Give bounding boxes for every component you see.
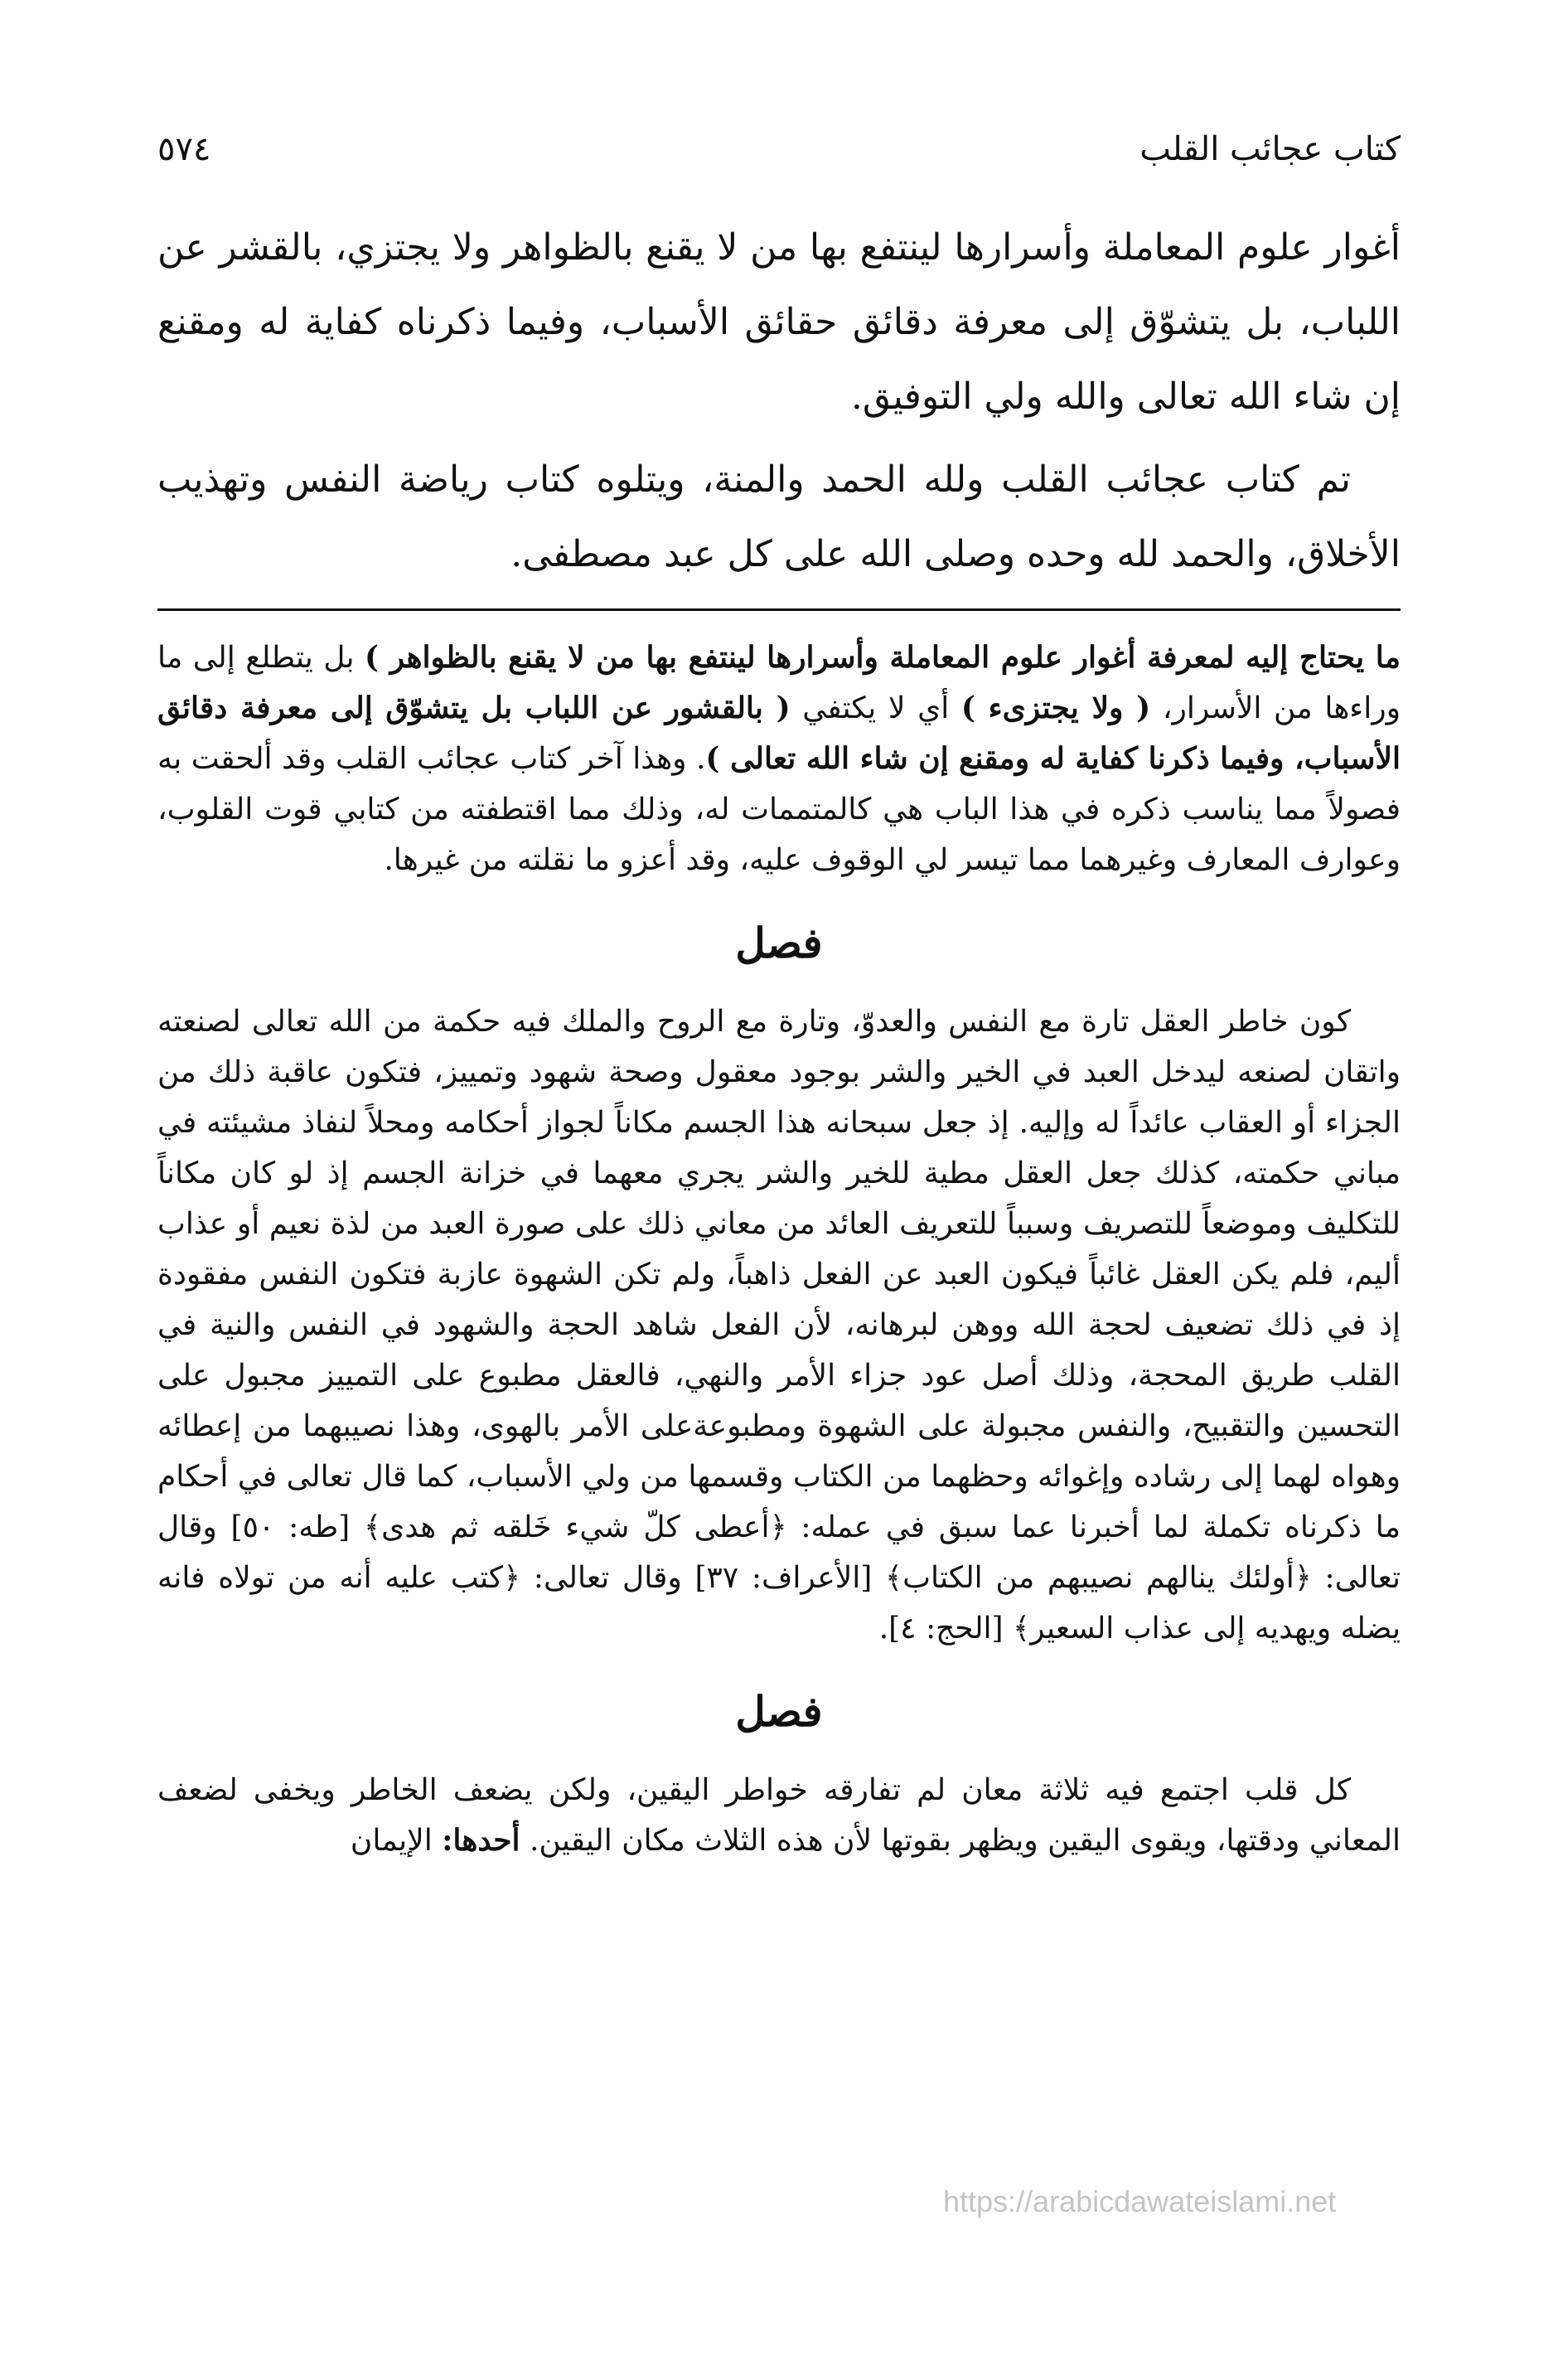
section-heading-1: فصل [735,919,823,967]
commentary-explanation-2: أي لا يكتفي [790,691,961,725]
watermark: https://arabicdawateislami.net [943,2184,1337,2218]
main-text [157,211,1401,592]
commentary-explanation-1: بل يتطلع إلى ما وراءها من الأسرار، [157,641,1401,725]
commentary-quote-1: ما يحتاج إليه لمعرفة أغوار علوم المعاملة وأسرارها لينتفع بها من لا يقنع بالظواهر ) [365,640,1401,675]
section-body-2-bold: أحدها: [442,1823,520,1858]
commentary-explanation-3: . وهذا آخر كتاب عجائب القلب وقد ألحقت به فصولاً مما يناسب ذكره في هذا الباب هي كالمتممات له، وذلك مما اقتطفته من كتابي قوت القلوب، وعوارف المعارف وغيرهما مما تيسر لي الوقوف عليه، وقد أعزو ما نقلته من غيرها. [157,742,1401,877]
book-page [157,124,1401,1866]
commentary-quote-3: ( بالقشور عن اللباب بل يتشوّق إلى معرفة دقائق الأسباب، وفيما ذكرنا كفاية له ومقنع إن شاء الله تعالى ) [157,691,1401,776]
commentary-quote-2: ( ولا يجتزىء ) [960,691,1151,725]
book-title: كتاب عجائب القلب [1139,130,1401,168]
main-paragraph-1: أغوار علوم المعاملة وأسرارها لينتفع بها من لا يقنع بالظواهر ولا يجتزي، بالقشر عن اللباب، بل يتشوّق إلى معرفة دقائق حقائق الأسباب، وفيما ذكرناه كفاية له ومقنع إن شاء الله تعالى والله ولي التوفيق. [157,226,1401,418]
page-number: ٥٧٤ [157,130,211,168]
section-body-2-text-b: الإيمان [350,1824,443,1858]
section-heading-2: فصل [735,1687,823,1736]
commentary [157,633,1401,885]
commentary-paragraph [157,633,1401,885]
footnote-divider [157,608,1401,611]
section-body-1: كون خاطر العقل تارة مع النفس والعدوّ، وتارة مع الروح والملك فيه حكمة من الله تعالى لصنعته واتقان لصنعه ليدخل العبد في الخير والشر بوجود معقول وصحة شهود وتمييز، فتكون عاقبة ذلك من الجزاء أو العقاب عائداً له وإليه. إذ جعل سبحانه هذا الجسم مكاناً لجواز أحكامه ومحلاً لنفاذ مشيئته في مباني حكمته، كذلك جعل العقل مطية للخير والشر يجري معهما في خزانة الجسم إذ لو كان مكاناً للتكليف وموضعاً للتصريف وسبباً للتعريف العائد من معاني ذلك على صورة العبد من لذة نعيم أو عذاب أليم، فلم يكن العقل غائباً فيكون العبد عن الفعل ذاهباً، ولم تكن الشهوة عازبة فتكون النفس مفقودة إذ في ذلك تضعيف لحجة الله ووهن لبرهانه، لأن الفعل شاهد الحجة والشهود في النفس والنية في القلب طريق المحجة، وذلك أصل عود جزاء الأمر والنهي، فالعقل مطبوع على التمييز مجبول على التحسين والتقبيح، والنفس مجبولة على الشهوة ومطبوعةعلى الأمر بالهوى، وهذا نصيبهما من إعطائه وهواه لهما إلى رشاده وإغوائه وحظهما من الكتاب وقسمها من ولي الأسباب، كما قال تعالى في أحكام ما ذكرناه تكملة لما أخبرنا عما سبق في عمله: ﴿أعطى كلّ شيء خَلقه ثم هدى﴾ [طه: ٥٠] وقال تعالى: ﴿أولئك ينالهم نصيبهم من الكتاب﴾ [الأعراف: ٣٧] وقال تعالى: ﴿كتب عليه أنه من تولاه فانه يضله ويهديه إلى عذاب السعير﴾ [الحج: ٤]. [157,1005,1401,1646]
main-paragraph-2: تم كتاب عجائب القلب ولله الحمد والمنة، ويتلوه كتاب رياضة النفس وتهذيب الأخلاق، والحمد لله وحده وصلى الله على كل عبد مصطفى. [157,458,1401,575]
section-body-2-text-a: كل قلب اجتمع فيه ثلاثة معان لم تفارقه خواطر اليقين، ولكن يضعف الخاطر ويخفى لضعف المعاني ودقتها، ويقوى اليقين ويظهر بقوتها لأن هذه الثلاث مكان اليقين. [157,1773,1401,1858]
running-header [157,124,1401,174]
section-body-2 [157,1765,1401,1866]
